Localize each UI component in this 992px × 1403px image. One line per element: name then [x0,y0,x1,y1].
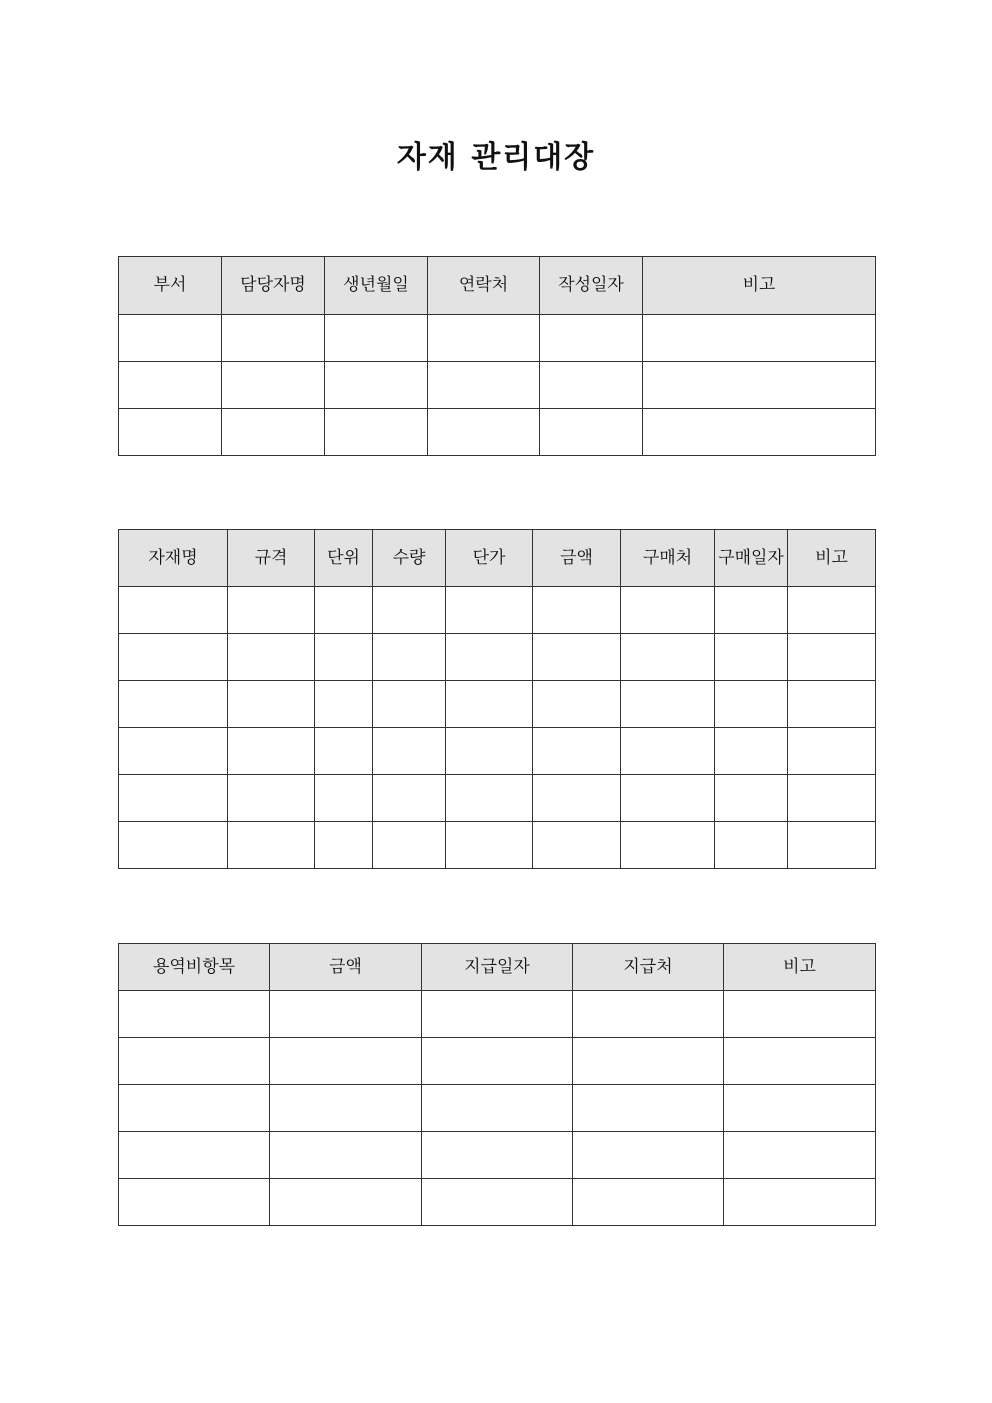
table-row [119,315,876,362]
form-cell[interactable] [446,634,533,681]
table-row [119,681,876,728]
form-cell[interactable] [270,991,422,1038]
header-remarks: 비고 [788,530,876,587]
form-cell[interactable] [724,1085,876,1132]
form-cell[interactable] [446,681,533,728]
form-cell[interactable] [540,362,643,409]
form-cell[interactable] [119,1085,270,1132]
form-cell[interactable] [643,315,876,362]
header-remarks: 비고 [643,257,876,315]
services-table-body [119,991,876,1226]
form-cell[interactable] [422,991,573,1038]
table-row [119,822,876,869]
form-cell[interactable] [422,1132,573,1179]
form-cell[interactable] [446,728,533,775]
form-cell[interactable] [715,634,788,681]
form-cell[interactable] [228,728,315,775]
materials-table [118,529,876,869]
form-cell[interactable] [222,362,325,409]
form-cell[interactable] [119,728,228,775]
form-cell[interactable] [315,728,373,775]
table-row [119,1038,876,1085]
services-table [118,943,876,1226]
form-cell[interactable] [422,1085,573,1132]
form-cell[interactable] [715,728,788,775]
form-cell[interactable] [621,822,715,869]
materials-table-body [119,587,876,869]
form-cell[interactable] [621,775,715,822]
form-cell[interactable] [788,634,876,681]
header-quantity: 수량 [373,530,446,587]
form-cell[interactable] [119,1132,270,1179]
form-cell[interactable] [428,409,540,456]
header-spec: 규격 [228,530,315,587]
form-cell[interactable] [446,775,533,822]
form-cell[interactable] [573,1179,724,1226]
form-cell[interactable] [373,681,446,728]
form-cell[interactable] [715,681,788,728]
form-cell[interactable] [228,587,315,634]
form-cell[interactable] [573,1132,724,1179]
form-cell[interactable] [533,587,621,634]
form-cell[interactable] [643,362,876,409]
form-cell[interactable] [315,634,373,681]
header-payment-date: 지급일자 [422,944,573,991]
header-manager-name: 담당자명 [222,257,325,315]
form-cell[interactable] [325,409,428,456]
table-row [119,587,876,634]
header-unit: 단위 [315,530,373,587]
header-payee: 지급처 [573,944,724,991]
table-row [119,362,876,409]
header-vendor: 구매처 [621,530,715,587]
form-cell[interactable] [422,1179,573,1226]
form-cell[interactable] [533,634,621,681]
form-cell[interactable] [315,775,373,822]
form-cell[interactable] [270,1132,422,1179]
form-cell[interactable] [119,587,228,634]
form-cell[interactable] [715,822,788,869]
form-cell[interactable] [119,1179,270,1226]
form-cell[interactable] [788,822,876,869]
form-cell[interactable] [228,775,315,822]
form-cell[interactable] [533,728,621,775]
form-cell[interactable] [724,1132,876,1179]
form-cell[interactable] [119,634,228,681]
form-cell[interactable] [715,587,788,634]
form-cell[interactable] [325,362,428,409]
form-cell[interactable] [573,1038,724,1085]
form-cell[interactable] [270,1179,422,1226]
header-service-item: 용역비항목 [119,944,270,991]
form-cell[interactable] [715,775,788,822]
form-cell[interactable] [119,822,228,869]
staff-table-body [119,315,876,456]
form-cell[interactable] [222,409,325,456]
form-cell[interactable] [119,409,222,456]
table-row [119,1132,876,1179]
header-purchase-date: 구매일자 [715,530,788,587]
form-cell[interactable] [446,822,533,869]
table-row [119,775,876,822]
form-cell[interactable] [540,409,643,456]
form-cell[interactable] [270,1085,422,1132]
form-cell[interactable] [621,681,715,728]
form-cell[interactable] [228,681,315,728]
form-cell[interactable] [422,1038,573,1085]
form-cell[interactable] [222,315,325,362]
table-header-row [119,530,876,587]
form-cell[interactable] [621,728,715,775]
form-cell[interactable] [119,991,270,1038]
form-cell[interactable] [373,822,446,869]
form-cell[interactable] [643,409,876,456]
form-cell[interactable] [788,775,876,822]
form-cell[interactable] [428,315,540,362]
document-title: 자재 관리대장 [396,140,596,175]
table-row [119,1179,876,1226]
header-amount: 금액 [270,944,422,991]
header-department: 부서 [119,257,222,315]
table-row [119,991,876,1038]
table-header-row [119,944,876,991]
form-cell[interactable] [788,587,876,634]
form-cell[interactable] [573,991,724,1038]
table-row [119,409,876,456]
table-header-row [119,257,876,315]
header-unit-price: 단가 [446,530,533,587]
form-cell[interactable] [315,587,373,634]
form-cell[interactable] [621,587,715,634]
form-cell[interactable] [540,315,643,362]
form-cell[interactable] [428,362,540,409]
table-row [119,1085,876,1132]
header-remarks: 비고 [724,944,876,991]
form-cell[interactable] [788,728,876,775]
form-cell[interactable] [228,634,315,681]
form-cell[interactable] [724,991,876,1038]
form-cell[interactable] [119,315,222,362]
form-cell[interactable] [119,362,222,409]
form-cell[interactable] [621,634,715,681]
form-cell[interactable] [373,634,446,681]
staff-info-table [118,256,876,456]
form-cell[interactable] [573,1085,724,1132]
header-written-date: 작성일자 [540,257,643,315]
form-cell[interactable] [788,681,876,728]
header-contact: 연락처 [428,257,540,315]
form-cell[interactable] [373,775,446,822]
form-cell[interactable] [119,1038,270,1085]
form-cell[interactable] [373,728,446,775]
table-row [119,634,876,681]
form-cell[interactable] [315,681,373,728]
table-row [119,728,876,775]
form-cell[interactable] [119,775,228,822]
form-cell[interactable] [533,775,621,822]
header-amount: 금액 [533,530,621,587]
form-cell[interactable] [270,1038,422,1085]
form-cell[interactable] [533,681,621,728]
form-cell[interactable] [325,315,428,362]
form-cell[interactable] [533,822,621,869]
form-cell[interactable] [724,1179,876,1226]
form-cell[interactable] [724,1038,876,1085]
header-birth-date: 생년월일 [325,257,428,315]
header-material-name: 자재명 [119,530,228,587]
form-cell[interactable] [373,587,446,634]
form-cell[interactable] [315,822,373,869]
form-cell[interactable] [228,822,315,869]
form-cell[interactable] [119,681,228,728]
form-cell[interactable] [446,587,533,634]
